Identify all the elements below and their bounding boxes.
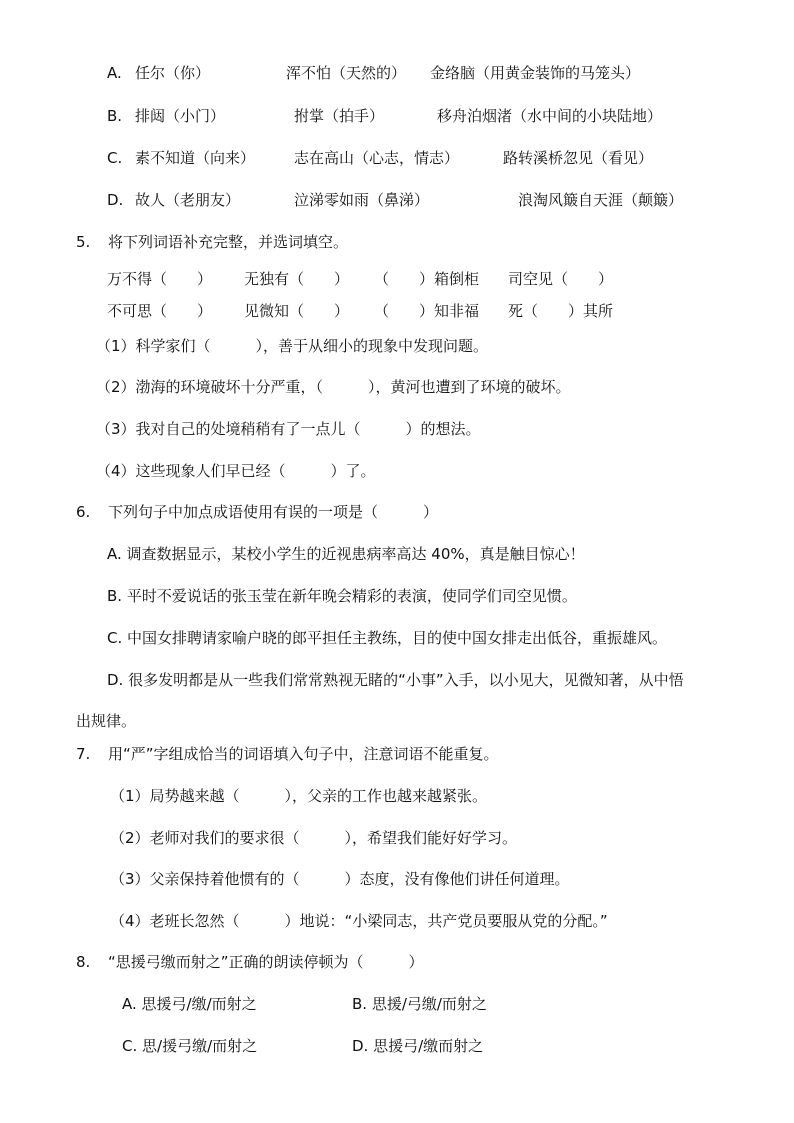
option-letter: C.: [107, 149, 123, 167]
option-letter: A.: [107, 64, 122, 82]
option-item: 素不知道（向来）: [135, 149, 256, 167]
sub-question: （3）父亲保持着他惯有的（ ）态度，没有像他们讲任何道理。: [110, 870, 570, 888]
option-text: C. 思/援弓缴/而射之: [122, 1037, 258, 1055]
sub-question: （4）老班长忽然（ ）地说：“小梁同志，共产党员要服从党的分配。”: [110, 912, 608, 930]
option-item: 路转溪桥忽见（看见）: [503, 149, 654, 167]
option-item: 浑不怕（天然的）: [286, 64, 407, 82]
word-blank: 见微知（ ）: [244, 302, 350, 320]
question-number: 8.: [76, 953, 91, 971]
question-stem: 下列句子中加点成语使用有误的一项是（ ）: [108, 503, 439, 521]
option-text: A. 调查数据显示，某校小学生的近视患病率高达 40%，真是触目惊心！: [107, 545, 585, 563]
option-item: 泣涕零如雨（鼻涕）: [294, 191, 430, 209]
option-text: C. 中国女排聘请家喻户晓的郎平担任主教练，目的使中国女排走出低谷，重振雄风。: [107, 629, 668, 647]
question-number: 7.: [76, 745, 91, 763]
option-letter: B.: [107, 107, 123, 125]
sub-question: （3）我对自己的处境稍稍有了一点儿（ ）的想法。: [96, 420, 481, 438]
question-stem: 用“严”字组成恰当的词语填入句子中，注意词语不能重复。: [108, 745, 499, 763]
option-item: 排闼（小门）: [135, 107, 226, 125]
option-continuation: 出规律。: [76, 712, 137, 730]
question-stem: “思援弓缴而射之”正确的朗读停顿为（ ）: [108, 953, 424, 971]
word-blank: 万不得（ ）: [107, 270, 213, 288]
word-blank: （ ）知非福: [374, 302, 480, 320]
option-text: A. 思援弓/缴/而射之: [122, 995, 257, 1013]
option-item: 任尔（你）: [135, 64, 211, 82]
option-letter: D.: [107, 191, 124, 209]
word-blank: 死（ ）其所: [508, 302, 614, 320]
option-text: B. 思援/弓缴/而射之: [352, 995, 487, 1013]
option-text: D. 很多发明都是从一些我们常常熟视无睹的“小事”入手，以小见大，见微知著，从中悟: [107, 671, 684, 689]
word-blank: 无独有（ ）: [244, 270, 350, 288]
word-blank: 司空见（ ）: [508, 270, 614, 288]
question-number: 6.: [76, 503, 91, 521]
sub-question: （1）科学家们（ ），善于从细小的现象中发现问题。: [96, 337, 489, 355]
question-stem: 将下列词语补充完整，并选词填空。: [108, 233, 349, 251]
sub-question: （2）老师对我们的要求很（ ），希望我们能好好学习。: [110, 829, 518, 847]
sub-question: （4）这些现象人们早已经（ ）了。: [96, 462, 376, 480]
option-item: 移舟泊烟渚（水中间的小块陆地）: [437, 107, 663, 125]
option-text: D. 思援弓/缴而射之: [352, 1037, 484, 1055]
option-item: 故人（老朋友）: [135, 191, 241, 209]
question-number: 5.: [76, 233, 91, 251]
option-item: 拊掌（拍手）: [294, 107, 385, 125]
sub-question: （2）渤海的环境破坏十分严重，（ ），黄河也遭到了环境的破坏。: [96, 378, 571, 396]
option-text: B. 平时不爱说话的张玉莹在新年晚会精彩的表演，使同学们司空见惯。: [107, 587, 577, 605]
option-item: 浪淘风簸自天涯（颠簸）: [518, 191, 684, 209]
option-item: 志在高山（心志，情志）: [294, 149, 460, 167]
sub-question: （1）局势越来越（ ），父亲的工作也越来越紧张。: [110, 787, 488, 805]
word-blank: 不可思（ ）: [107, 302, 213, 320]
word-blank: （ ）箱倒柜: [374, 270, 480, 288]
option-item: 金络脑（用黄金装饰的马笼头）: [430, 64, 641, 82]
